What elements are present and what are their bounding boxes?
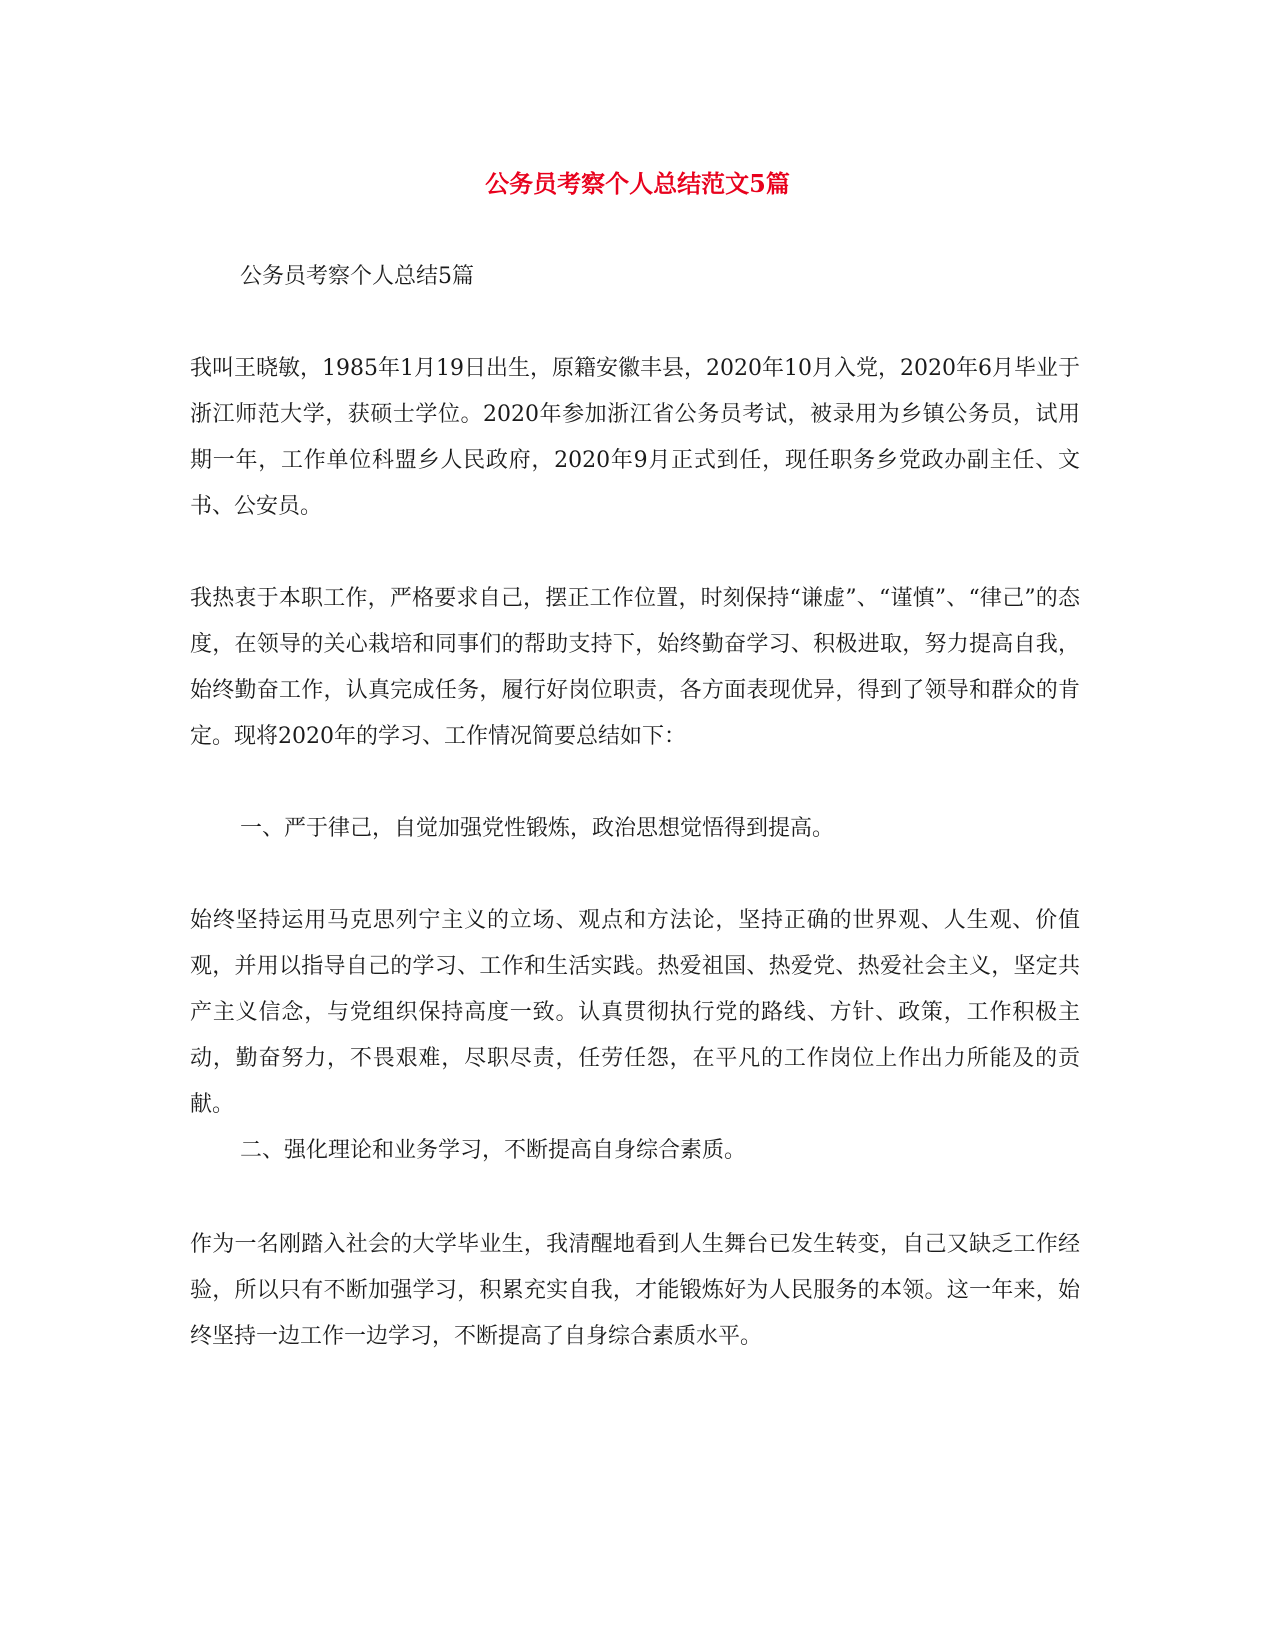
paragraph-study: 作为一名刚踏入社会的大学毕业生，我清醒地看到人生舞台已发生转变，自己又缺乏工作经验，所以只有不断加强学习，积累充实自我，才能锻炼好为人民服务的本领。这一年来，始终坚持一边工作一边学习，不断提高了自身综合素质水平。 bbox=[190, 1232, 1080, 1349]
paragraph-intro: 我叫王晓敏，1985年1月19日出生，原籍安徽丰县，2020年10月入党，2020年6月毕业于浙江师范大学，获硕士学位。2020年参加浙江省公务员考试，被录用为乡镇公务员，试用期一年，工作单位科盟乡人民政府，2020年9月正式到任，现任职务乡党政办副主任、文书、公安员。 bbox=[190, 356, 1080, 519]
paragraph-overview: 我热衷于本职工作，严格要求自己，摆正工作位置，时刻保持“谦虚”、“谨慎”、“律己”的态度，在领导的关心栽培和同事们的帮助支持下，始终勤奋学习、积极进取，努力提高自我，始终勤奋工作，认真完成任务，履行好岗位职责，各方面表现优异，得到了领导和群众的肯定。现将2020年的学习、工作情况简要总结如下： bbox=[190, 586, 1080, 749]
section-heading-2: 二、强化理论和业务学习，不断提高自身综合素质。 bbox=[240, 1138, 747, 1163]
document-title: 公务员考察个人总结范文5篇 bbox=[485, 169, 790, 198]
paragraph-politics: 始终坚持运用马克思列宁主义的立场、观点和方法论，坚持正确的世界观、人生观、价值观，并用以指导自己的学习、工作和生活实践。热爱祖国、热爱党、热爱社会主义，坚定共产主义信念，与党组织保持高度一致。认真贯彻执行党的路线、方针、政策，工作积极主动，勤奋努力，不畏艰难，尽职尽责，任劳任怨，在平凡的工作岗位上作出力所能及的贡献。 bbox=[190, 908, 1080, 1117]
document-subtitle: 公务员考察个人总结5篇 bbox=[240, 264, 474, 289]
section-heading-1: 一、严于律己，自觉加强党性锻炼，政治思想觉悟得到提高。 bbox=[240, 816, 835, 841]
